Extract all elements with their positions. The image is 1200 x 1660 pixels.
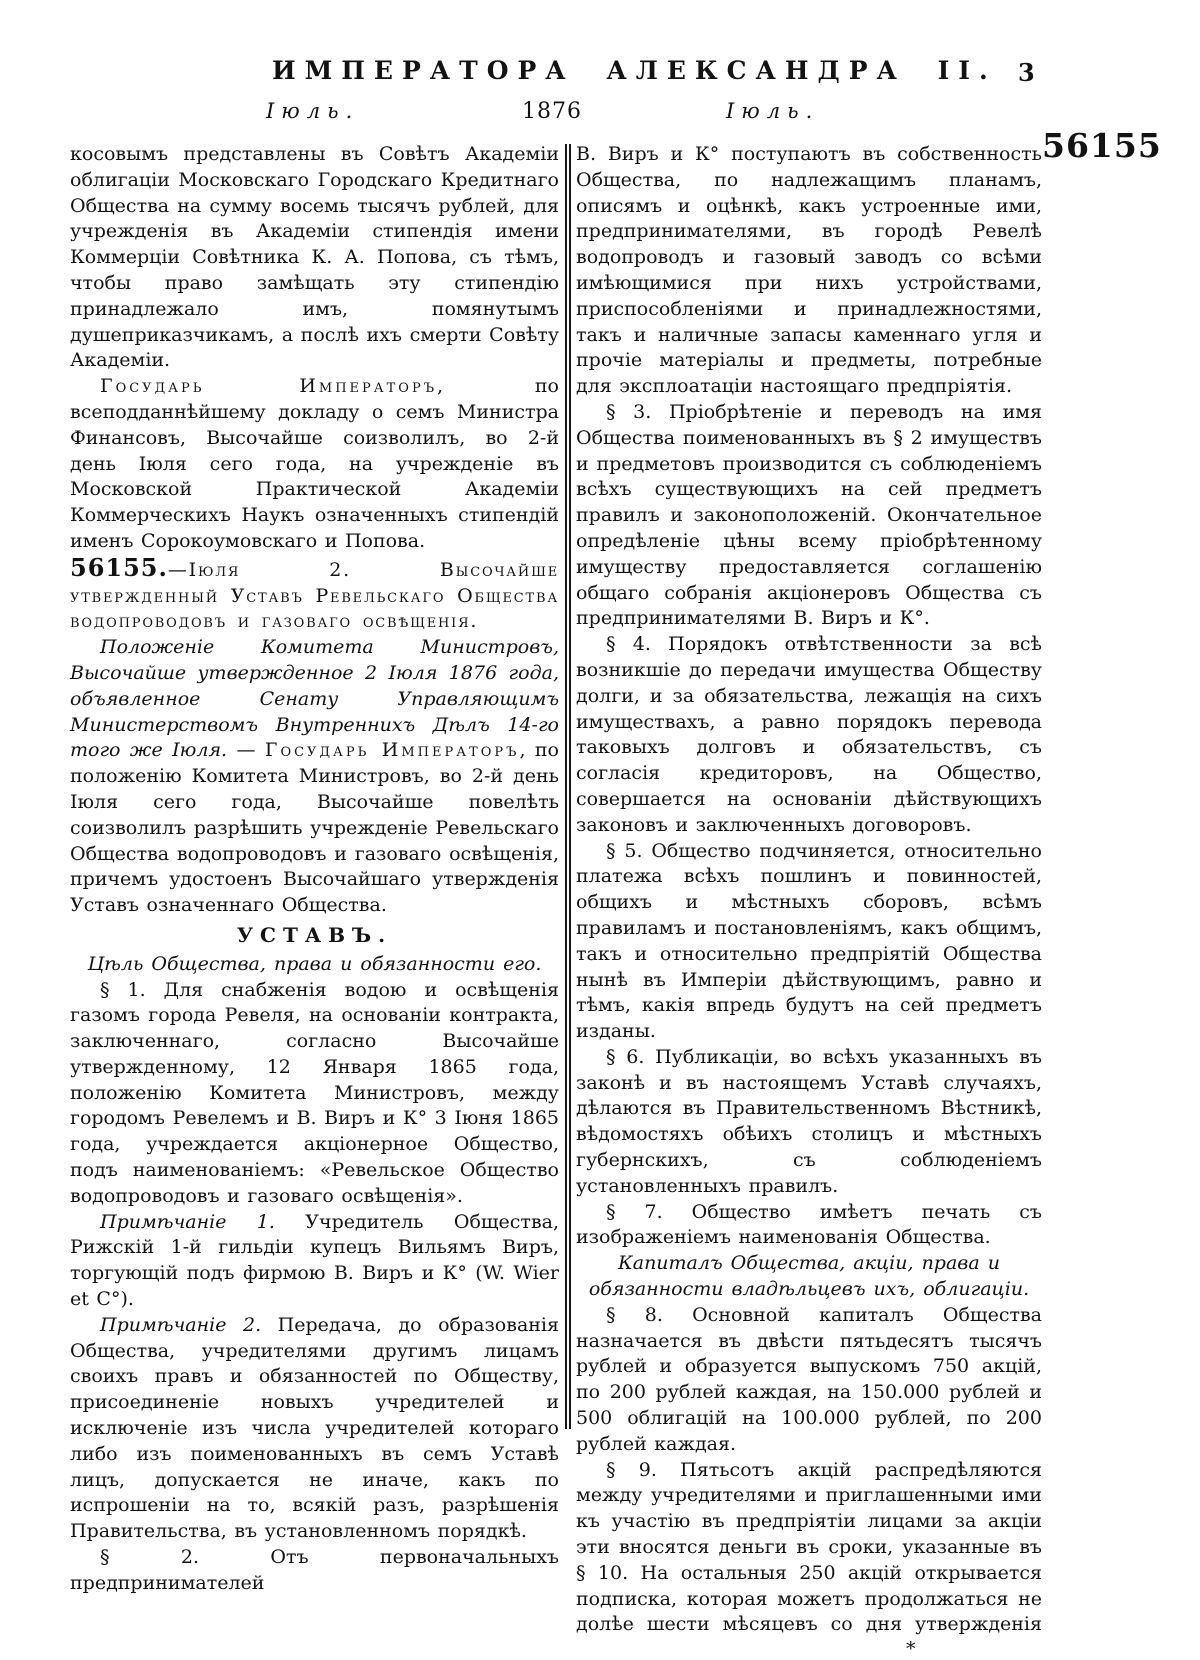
note-1-text: Учредитель Общества, Рижскій 1-й гильдіи купецъ Вильямъ Виръ, торгующій подъ фирмою В. Виръ и К° (W. Wier et C°). <box>70 1210 560 1311</box>
paragraph-section-7: § 7. Общество имѣетъ печать съ изображеніемъ наименованія Общества. <box>576 1200 1042 1249</box>
paragraph-section-5: § 5. Общество подчиняется, относительно платежа всѣхъ пошлинъ и повинностей, общихъ и мѣстныхъ сборовъ, всѣмъ правиламъ и постановленіямъ, какъ общимъ, такъ и относительно предпріятій Общества нынѣ въ Имперіи дѣйствующимъ, равно и тѣмъ, какія впредь будутъ на сей предметъ изданы. <box>576 839 1042 1043</box>
heading-goal-section: Цѣль Общества, права и обязанности его. <box>87 952 542 975</box>
emperor-resolution-text: , по всеподданнѣйшему докладу о семъ Министра Финансовъ, Высочайше соизволилъ, во 2-й день Іюля сего года, на учрежденіе въ Московской Практической Академіи Коммерческихъ Наукъ означенныхъ стипендій именъ Сорокоумовскаго и Попова. <box>70 375 559 552</box>
act-number: 56155. <box>70 552 168 582</box>
running-month-right: Іюль. <box>726 99 820 123</box>
footnote-asterisk: * <box>906 1638 916 1660</box>
page-number: 3 <box>1018 58 1035 87</box>
act-title: —Іюля 2. Высочайше утвержденный Уставъ Ревельскаго Общества водопроводовъ и газоваго освѣщенія. <box>70 558 559 633</box>
note-1 <box>70 1210 559 1313</box>
paragraph-committee-decree <box>70 635 559 919</box>
heading-ustav: УСТАВЪ. <box>236 922 393 947</box>
column-divider-rule <box>565 144 571 1429</box>
paragraph-section-2-continued: В. Виръ и К° поступаютъ въ собственность Общества, по надлежащимъ планамъ, описямъ и оцѣнкѣ, какъ устроенные ими, предпринимателями, въ городѣ Ревелѣ водопроводъ и газовый заводъ со всѣми имѣющимися при нихъ устройствами, приспособленіями и принадлежностями, такъ и наличные запасы каменнаго угля и прочіе матеріалы и предметы, потребные для эксплоатаціи настоящаго предпріятія. <box>576 143 1042 398</box>
right-column <box>576 142 1042 1660</box>
running-month-left: Іюль. <box>266 99 360 123</box>
page-title: ИМПЕРАТОРА АЛЕКСАНДРА II. <box>272 56 997 85</box>
decree-emperor-smallcaps: Государь Императоръ <box>264 739 520 762</box>
paragraph-section-3: § 3. Пріобрѣтеніе и переводъ на имя Общества поименованныхъ въ § 2 имуществъ и предметовъ производится съ соблюденіемъ всѣхъ существующихъ на сей предметъ правилъ и законоположеній. Окончательное опредѣленіе цѣны всему пріобрѣтенному имуществу предоставляется соглашенію общаго собранія акціонеровъ Общества съ предпринимателями В. Виръ и К°. <box>576 400 1042 630</box>
paragraph-continuation-from-previous-page: косовымъ представлены въ Совѣтъ Академіи облигаціи Московскаго Городскаго Кредитнаго Общества на сумму восемь тысячъ рублей, для учрежденія въ Академіи стипендія имени Коммерціи Совѣтника К. А. Попова, съ тѣмъ, чтобы право замѣщать эту стипендію принадлежало имъ, помянутымъ душеприказчикамъ, а послѣ ихъ смерти Совѣту Академіи. <box>70 143 559 372</box>
note-2 <box>70 1313 559 1545</box>
paragraph-section-6: § 6. Публикаціи, во всѣхъ указанныхъ въ законѣ и въ настоящемъ Уставѣ случаяхъ, дѣлаются въ Правительственномъ Вѣстникѣ, вѣдомостяхъ обѣихъ столицъ и мѣстныхъ губернскихъ, съ соблюденіемъ установленныхъ правилъ. <box>576 1045 1042 1197</box>
act-heading-56155 <box>70 552 559 635</box>
paragraph-emperor-resolution <box>70 374 559 555</box>
note-1-lead: Примѣчаніе 1. <box>100 1210 275 1233</box>
decree-dash: — <box>227 739 265 762</box>
note-2-lead: Примѣчаніе 2. <box>100 1313 262 1336</box>
left-column <box>70 142 559 1660</box>
paragraph-section-8: § 8. Основной капиталъ Общества назначается въ двѣсти пятьдесятъ тысячъ рублей и образуется выпускомъ 750 акцій, по 200 рублей каждая, на 150.000 рублей и 500 облигацій на 100.000 рублей, по 200 рублей каждая. <box>576 1303 1042 1455</box>
paragraph-section-4: § 4. Порядокъ отвѣтственности за всѣ возникшіе до передачи имущества Обществу долги, и за обязательства, лежащія на сихъ имуществахъ, а равно порядокъ перевода таковыхъ долговъ и обязательствъ, съ согласія кредиторовъ, на Общество, совершается на основаніи дѣйствующихъ законовъ и заключенныхъ договоровъ. <box>576 633 1042 836</box>
decree-italic-lead: Положеніе Комитета Министровъ, Высочайше утвержденное 2 Іюля 1876 года, объявленное Сенату Управляющимъ Министерствомъ Внутреннихъ Дѣлъ 14-го того же Іюля. <box>70 636 559 762</box>
margin-act-number: 56155 <box>1042 126 1162 165</box>
running-year: 1876 <box>522 99 582 124</box>
emperor-smallcaps: Государь Императоръ <box>100 375 438 398</box>
note-2-text: Передача, до образованія Общества, учредителями другимъ лицамъ своихъ правъ и обязанностей по Обществу, присоединеніе новыхъ учредителей и исключеніе изъ числа учредителей котораго либо изъ поименованныхъ въ семъ Уставѣ лицъ, допускается не иначе, какъ по испрошеніи на то, всякій разъ, разрѣшенія Правительства, въ установленномъ порядкѣ. <box>70 1313 559 1543</box>
paragraph-section-9: § 9. Пятьсотъ акцій распредѣляются между учредителями и приглашенными ими къ участію въ предпріятіи лицами за акціи эти вносятся деньги въ сроки, указанные въ § 10. На остальныя 250 акцій открывается подписка, которая можетъ продолжаться не долѣе шести мѣсяцевъ со дня утвержденія <box>576 1458 1042 1636</box>
decree-text: , по положенію Комитета Министровъ, во 2-й день Іюля сего года, Высочайше повелѣть соизволилъ разрѣшить учрежденіе Ревельскаго Общества водопроводовъ и газоваго освѣщенія, причемъ удостоенъ Высочайшаго утвержденія Уставъ означеннаго Общества. <box>70 739 559 917</box>
paragraph-section-2-start: § 2. Отъ первоначальныхъ предпринимателей <box>70 1546 559 1594</box>
heading-capital-section: Капиталъ Общества, акціи, права и обязанности владѣльцевъ ихъ, облигаціи. <box>588 1252 1030 1301</box>
paragraph-section-1: § 1. Для снабженія водою и освѣщенія газомъ города Ревеля, на основаніи контракта, заключеннаго, согласно Высочайше утвержденному, 12 Января 1865 года, положенію Комитета Министровъ, между городомъ Ревелемъ и В. Виръ и К° 3 Іюня 1865 года, учреждается акціонерное Общество, подъ наименованіемъ: «Ревельское Общество водопроводовъ и газоваго освѣщенія». <box>70 978 559 1207</box>
text-columns <box>70 142 1042 1660</box>
